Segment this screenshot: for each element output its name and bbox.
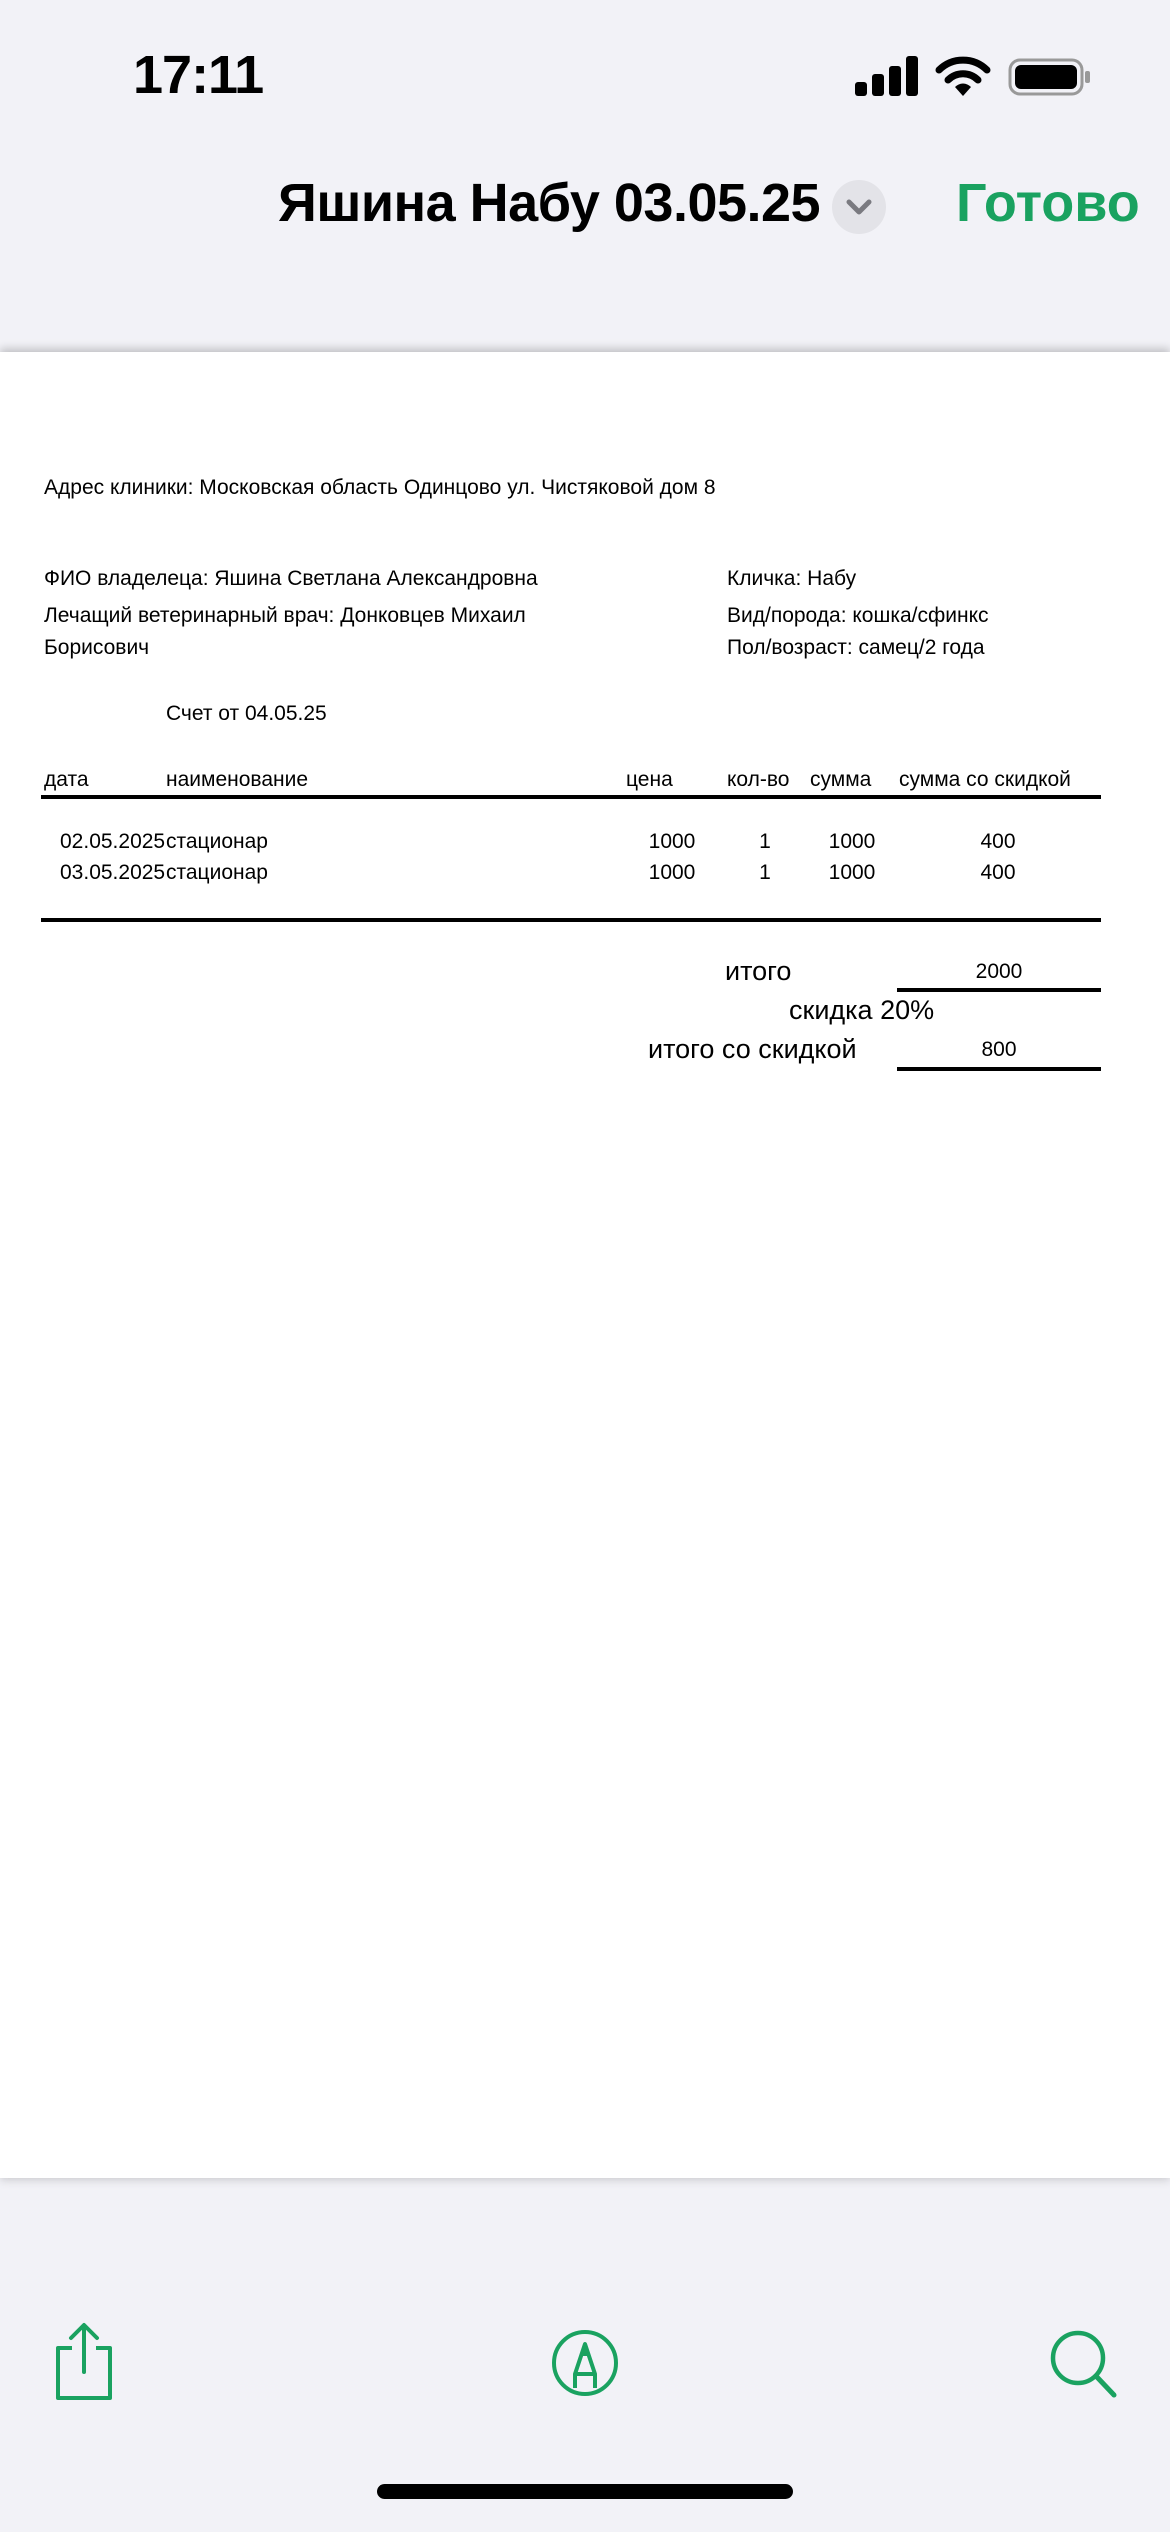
clinic-address: Адрес клиники: Московская область Одинцово ул. Чистяковой дом 8 <box>44 476 716 499</box>
markup-button[interactable] <box>545 2318 625 2408</box>
row-price: 1000 <box>648 861 696 884</box>
cellular-signal-icon <box>855 56 917 96</box>
row-price: 1000 <box>648 830 696 853</box>
row-sum: 1000 <box>828 861 876 884</box>
total-underline <box>897 988 1101 992</box>
invoice-title: Счет от 04.05.25 <box>166 702 327 725</box>
share-icon <box>44 2318 124 2408</box>
document-title[interactable]: Яшина Набу 03.05.25 <box>278 173 821 233</box>
row-qty: 1 <box>759 830 771 853</box>
total-label: итого <box>725 956 792 986</box>
row-discount-sum: 400 <box>980 861 1016 884</box>
discounted-total-value: 800 <box>981 1038 1017 1061</box>
row-discount-sum: 400 <box>980 830 1016 853</box>
discounted-total-underline <box>897 1067 1101 1071</box>
share-button[interactable] <box>44 2318 124 2408</box>
row-date: 02.05.2025 <box>60 830 166 853</box>
pet-name: Кличка: Набу <box>727 567 857 590</box>
status-time: 17:11 <box>133 45 264 105</box>
row-name: стационар <box>166 861 268 884</box>
col-header-date: дата <box>44 768 89 791</box>
document-page <box>0 352 1170 2178</box>
pet-species: Вид/порода: кошка/сфинкс <box>727 604 989 627</box>
row-qty: 1 <box>759 861 771 884</box>
table-header-divider <box>41 795 1101 799</box>
search-button[interactable] <box>1044 2318 1124 2408</box>
row-name: стационар <box>166 830 268 853</box>
total-value: 2000 <box>975 960 1023 983</box>
battery-icon <box>1008 58 1092 96</box>
wifi-icon <box>935 54 991 98</box>
table-bottom-divider <box>41 918 1101 922</box>
title-menu-button[interactable] <box>832 180 886 234</box>
col-header-qty: кол-во <box>727 768 790 791</box>
pet-sex-age: Пол/возраст: самец/2 года <box>727 636 985 659</box>
row-date: 03.05.2025 <box>60 861 166 884</box>
search-icon <box>1044 2318 1124 2408</box>
row-sum: 1000 <box>828 830 876 853</box>
col-header-discount-sum: сумма со скидкой <box>899 768 1071 791</box>
markup-icon <box>545 2318 625 2408</box>
vet-name-line2: Борисович <box>44 636 150 659</box>
done-button[interactable]: Готово <box>956 173 1140 233</box>
owner-name: ФИО владелеца: Яшина Светлана Александровна <box>44 567 538 590</box>
home-indicator[interactable] <box>377 2484 793 2499</box>
vet-name-line1: Лечащий ветеринарный врач: Донковцев Михаил <box>44 604 526 627</box>
chevron-down-icon <box>832 180 886 234</box>
col-header-sum: сумма <box>810 768 872 791</box>
discounted-total-label: итого со скидкой <box>648 1034 857 1064</box>
discount-label: скидка 20% <box>789 995 935 1025</box>
col-header-name: наименование <box>166 768 309 791</box>
col-header-price: цена <box>626 768 673 791</box>
